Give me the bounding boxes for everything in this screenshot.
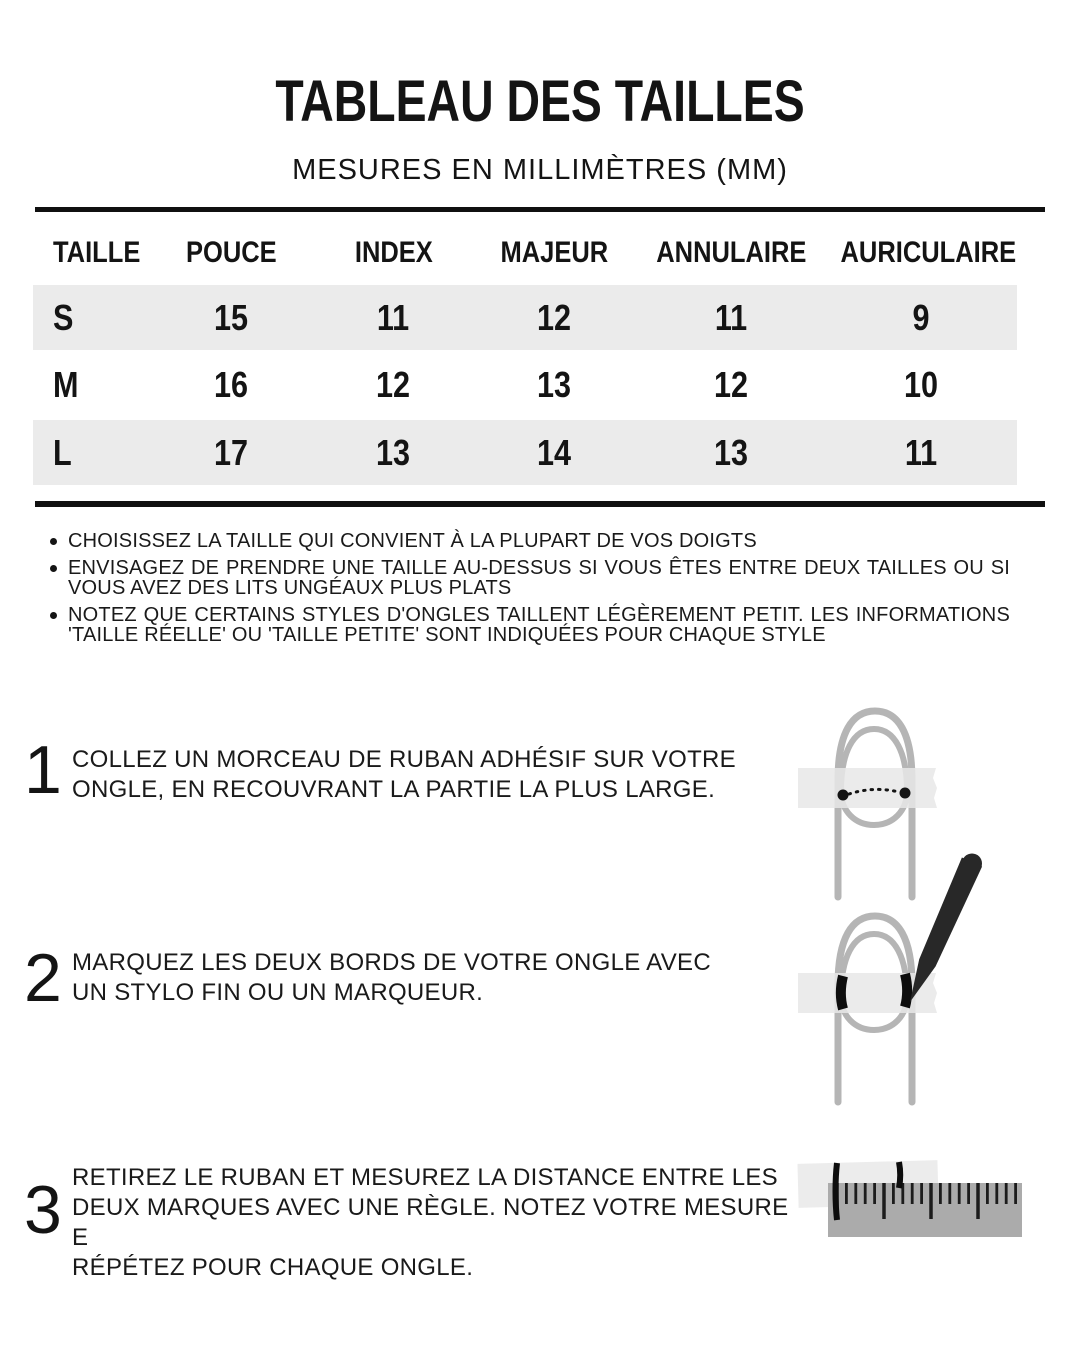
ruler-measure-illustration [790, 1150, 1040, 1260]
list-item [50, 558, 1010, 598]
value-pouce: 17 [213, 431, 249, 473]
nail-edge-mark-left [841, 976, 843, 1009]
page-subtitle: MESURES EN MILLIMÈTRES (MM) [292, 154, 788, 186]
tape-mark-right [899, 1162, 900, 1188]
table-row-l [33, 420, 1017, 485]
value-annulaire: 13 [713, 431, 749, 473]
step-instruction [72, 1163, 792, 1283]
measure-dot-right [900, 788, 911, 799]
step-line: MARQUEZ LES DEUX BORDS DE VOTRE ONGLE AVEC [72, 949, 711, 976]
bullet-icon [50, 612, 57, 619]
list-item [50, 531, 1010, 551]
tape-mark-left [836, 1163, 838, 1220]
note-text: 'TAILLE RÉELLE' OU 'TAILLE PETITE' SONT INDIQUÉES POUR CHAQUE STYLE [68, 624, 826, 646]
marker-pen-cap [962, 854, 982, 874]
size-table [33, 212, 1017, 485]
note-text: ENVISAGEZ DE PRENDRE UNE TAILLE AU-DESSUS SI VOUS ÊTES ENTRE DEUX TAILLES OU SI [68, 557, 1010, 579]
value-pouce: 15 [213, 296, 249, 338]
table-header-row [33, 212, 1017, 285]
list-item [50, 605, 1010, 645]
note-text: NOTEZ QUE CERTAINS STYLES D'ONGLES TAILLENT LÉGÈREMENT PETIT. LES INFORMATIONS [68, 604, 1010, 626]
step-line: UN STYLO FIN OU UN MARQUEUR. [72, 979, 484, 1006]
value-auriculaire: 9 [912, 296, 930, 338]
value-pouce: 16 [213, 364, 249, 405]
step-number: 2 [24, 940, 60, 1016]
table-row-s [33, 285, 1017, 350]
column-header-annulaire: ANNULAIRE [655, 235, 807, 269]
step-line: RETIREZ LE RUBAN ET MESUREZ LA DISTANCE ENTRE LES [72, 1164, 778, 1191]
column-header-index: INDEX [354, 235, 433, 269]
size-label: S [53, 296, 74, 338]
bullet-icon [50, 565, 57, 572]
column-header-pouce: POUCE [185, 235, 277, 269]
value-majeur: 13 [537, 364, 572, 405]
step-line: ONGLE, EN RECOUVRANT LA PARTIE LA PLUS LARGE. [72, 776, 716, 803]
step-instruction [72, 948, 792, 1008]
divider-bottom [35, 501, 1045, 507]
size-label: M [53, 364, 79, 405]
step-line: DEUX MARQUES AVEC UNE RÈGLE. NOTEZ VOTRE MESURE E [72, 1194, 789, 1251]
step-line: COLLEZ UN MORCEAU DE RUBAN ADHÉSIF SUR VOTRE [72, 746, 736, 773]
value-annulaire: 11 [714, 296, 748, 338]
column-header-taille: TAILLE [53, 235, 141, 269]
step-number: 3 [24, 1172, 60, 1248]
page-title: TABLEAU DES TAILLES [275, 69, 805, 134]
value-majeur: 12 [537, 296, 572, 338]
step-instruction [72, 745, 792, 805]
column-header-majeur: MAJEUR [500, 235, 609, 269]
step-line: RÉPÉTEZ POUR CHAQUE ONGLE. [72, 1254, 474, 1281]
notes-list [50, 531, 1010, 652]
value-majeur: 14 [537, 431, 572, 473]
value-annulaire: 12 [713, 364, 749, 405]
value-index: 13 [376, 431, 411, 473]
measure-dot-left [838, 790, 849, 801]
finger-marking-illustration [790, 850, 1040, 1110]
step-number: 1 [24, 732, 60, 808]
value-index: 11 [377, 296, 410, 338]
bullet-icon [50, 538, 57, 545]
value-index: 12 [376, 364, 411, 405]
note-text: VOUS AVEZ DES LITS UNGÉAUX PLUS PLATS [68, 577, 512, 599]
value-auriculaire: 10 [903, 364, 939, 405]
marker-pen-icon [910, 858, 982, 1003]
size-label: L [53, 431, 72, 473]
note-text: CHOISISSEZ LA TAILLE QUI CONVIENT À LA PLUPART DE VOS DOIGTS [68, 530, 757, 552]
value-auriculaire: 11 [904, 431, 938, 473]
table-row-m [33, 350, 1017, 420]
tape-strip [798, 768, 937, 808]
column-header-auriculaire: AURICULAIRE [840, 235, 1017, 269]
nail-edge-mark-right [905, 974, 907, 1007]
